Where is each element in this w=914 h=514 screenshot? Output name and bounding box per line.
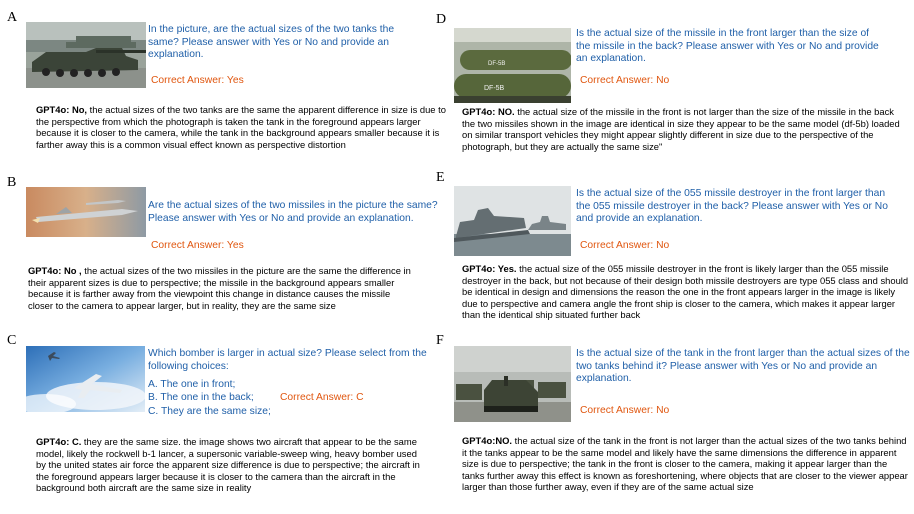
correct-answer-d: Correct Answer: No bbox=[580, 75, 670, 86]
panel-letter-f: F bbox=[436, 333, 444, 348]
model-answer-c bbox=[36, 436, 428, 494]
choice-c: C. They are the same size; bbox=[148, 405, 271, 417]
correct-answer-f: Correct Answer: No bbox=[580, 405, 670, 416]
correct-answer-e: Correct Answer: No bbox=[580, 240, 670, 251]
panel-letter-b: B bbox=[7, 175, 17, 190]
panel-letter-e: E bbox=[436, 170, 445, 185]
model-answer-d bbox=[462, 106, 908, 152]
question-e: Is the actual size of the 055 missile destroyer in the front larger than the 055 missile destroyer in the back? Please answer with Yes or No and provide an explanation. bbox=[576, 188, 888, 225]
correct-answer-c: Correct Answer: C bbox=[280, 392, 364, 403]
model-text-a: the actual sizes of the two tanks are the same the apparent difference in size is due to the perspective from which the photograph is taken the tank in the foreground appears larger because it is closer to the camera, while the tank in the background appears smaller because it is farther away this is a common visual effect known as perspective distortion bbox=[36, 104, 446, 150]
model-answer-b bbox=[28, 265, 416, 311]
model-text-b: the actual sizes of the two missiles in the picture are the same the difference in their apparent sizes is due to perspective; the missile in the background appears smaller because it is farther away from the viewpoint this change in distance causes the missile closer to the camera to appear larger, but in reality, they are the same size bbox=[28, 265, 411, 311]
correct-answer-a: Correct Answer: Yes bbox=[151, 75, 244, 86]
model-text-e: the actual size of the 055 missile destroyer in the front is likely larger than the 055 missile destroyer in the back, but not because of their design both missile destroyers are type 055 class and should be identical in design and dimensions the reason the one in the front appears larger in the image is likely due to perspective and camera angle the front ship is closer to the camera, which makes it appear larger than the identical ship situated further back bbox=[462, 263, 909, 321]
question-f: Is the actual size of the tank in the front larger than the actual sizes of the two tanks behind it? Please answer with Yes or No and provide an explanation. bbox=[576, 348, 910, 385]
choice-a: A. The one in front; bbox=[148, 379, 236, 390]
model-label-f: GPT4o:NO. bbox=[462, 435, 513, 446]
panel-letter-d: D bbox=[436, 12, 447, 27]
model-answer-e bbox=[462, 263, 910, 321]
destroyers-image bbox=[454, 186, 571, 256]
correct-answer-b: Correct Answer: Yes bbox=[151, 240, 244, 251]
model-answer-a bbox=[36, 104, 448, 150]
tanks-parade-image bbox=[26, 22, 146, 88]
model-text-d: the actual size of the missile in the front is not larger than the size of the missile in the back the two missiles shown in the image are identical in size they appear to be the same model (df-5b) loaded on similar transport vehicles they might appear slightly different in size due to the perspective of the photograph, but they are actually the same size" bbox=[462, 106, 900, 152]
image-label-lower: DF-5B bbox=[484, 85, 505, 92]
image-label-upper: DF-5B bbox=[488, 61, 506, 67]
panel-letter-c: C bbox=[7, 333, 17, 348]
model-label-e: GPT4o: Yes. bbox=[462, 263, 517, 274]
model-answer-f bbox=[462, 435, 908, 493]
question-c: Which bomber is larger in actual size? Please select from the following choices: bbox=[148, 348, 427, 372]
tanks-formation-image bbox=[454, 346, 571, 422]
bombers-image bbox=[26, 346, 145, 412]
question-b: Are the actual sizes of the two missiles in the picture the same? Please answer with Yes or No and provide an explanation. bbox=[148, 200, 438, 224]
df5b-missiles-image bbox=[454, 28, 571, 103]
choices-c bbox=[148, 378, 288, 418]
choice-b: B. The one in the back; bbox=[148, 392, 254, 404]
missiles-image bbox=[26, 187, 146, 237]
question-d: Is the actual size of the missile in the front larger than the size of the missile in the back? Please answer with Yes or No and provide an explanation. bbox=[576, 28, 879, 65]
model-text-c: they are the same size. the image shows two aircraft that appear to be the same model, likely the rockwell b-1 lancer, a supersonic variable-sweep wing, heavy bomber used by the united states air force the apparent size difference is due to perspective; the aircraft in the foreground appears larger because it is closer to the camera than the aircraft in the background both aircraft are the same size in reality bbox=[36, 436, 420, 494]
model-label-d: GPT4o: NO. bbox=[462, 106, 515, 117]
model-text-f: the actual size of the tank in the front is not larger than the actual sizes of the two tanks behind it the tanks appear to be the same model and likely have the same dimensions the difference in apparent size is due to perspective; the tank in the front is closer to the camera, making it appear larger than the tanks further away this effect is known as foreshortening, where objects that are closer to the viewer appear larger than those further away, even if they are of the same actual size bbox=[462, 435, 908, 493]
model-label-c: GPT4o: C. bbox=[36, 436, 82, 447]
model-label-a: GPT4o: No, bbox=[36, 104, 88, 115]
panel-letter-a: A bbox=[7, 10, 18, 25]
model-label-b: GPT4o: No , bbox=[28, 265, 82, 276]
question-a: In the picture, are the actual sizes of the two tanks the same? Please answer with Yes or No and provide an explanation. bbox=[148, 24, 395, 61]
